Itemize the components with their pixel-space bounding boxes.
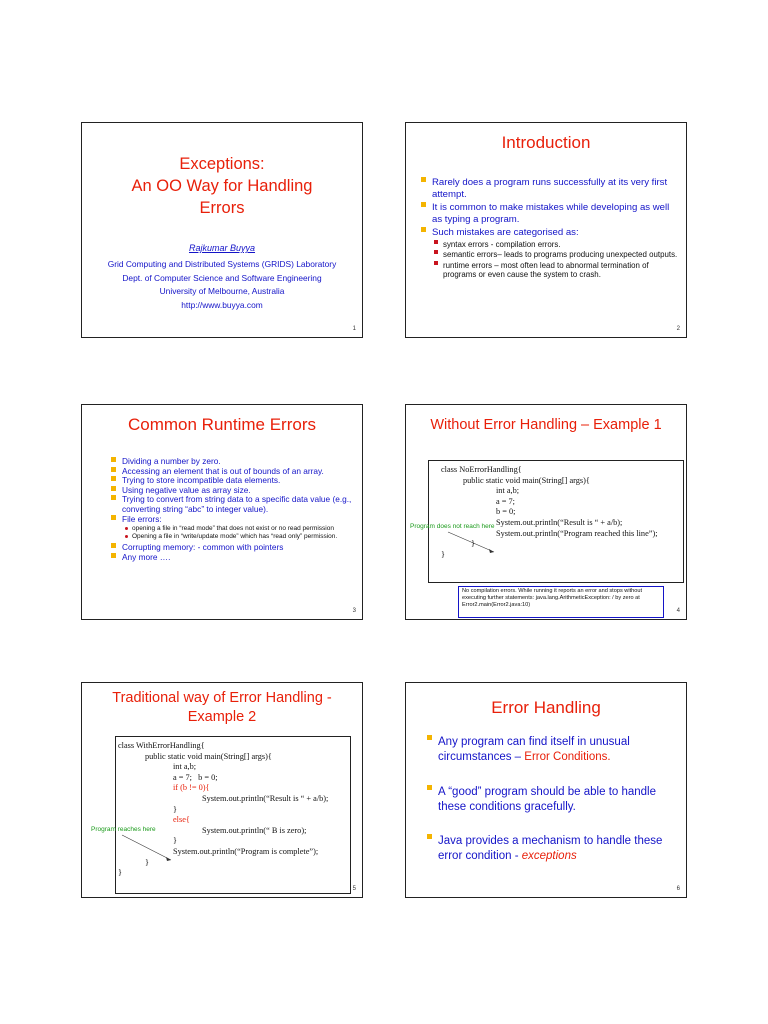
code-line: class WithErrorHandling{ bbox=[118, 741, 205, 750]
title-line: An OO Way for Handling bbox=[131, 177, 313, 195]
error-note: No compilation errors. While running it reports an error and stops without executing further statements: java.lang.ArithmeticException: / by zero at Error2.main(Error2.java:10) bbox=[458, 586, 664, 618]
list-item: Rarely does a program runs successfully at its very first attempt. bbox=[420, 177, 678, 200]
list-item bbox=[426, 735, 676, 765]
list-item: File errors: opening a file in “read mode” that does not exist or no read permission Opening a file in “write/update mode” which has “read only” permission. bbox=[110, 515, 356, 542]
list-item: Dividing a number by zero. bbox=[110, 457, 356, 467]
slide-2-title: Introduction bbox=[501, 133, 591, 152]
code-line: } bbox=[471, 539, 475, 549]
sub-list bbox=[122, 525, 356, 541]
list-item: Trying to convert from string data to a specific data value (e.g., converting string “abc” to integer value). bbox=[110, 495, 356, 514]
title-line: Errors bbox=[199, 199, 245, 217]
bullet-list bbox=[426, 735, 676, 864]
code-line: a = 7; b = 0; bbox=[173, 772, 218, 782]
annotation-label: Program reaches here bbox=[91, 826, 156, 833]
code-line: System.out.println(“Program is complete”); bbox=[173, 846, 319, 856]
bullet-list bbox=[420, 177, 678, 282]
list-item: Trying to store incompatible data elements. bbox=[110, 476, 356, 486]
slide-3-title: Common Runtime Errors bbox=[128, 415, 316, 434]
list-item: Corrupting memory: - common with pointers bbox=[110, 543, 356, 553]
slide-5 bbox=[81, 682, 363, 898]
slide-number: 5 bbox=[352, 886, 356, 892]
slide-number: 4 bbox=[676, 608, 680, 614]
sub-item: runtime errors – most often lead to abnormal termination of programs or even cause the system to crash. bbox=[432, 261, 678, 280]
highlight-text: Error Conditions. bbox=[524, 751, 611, 763]
code-line: public static void main(String[] args){ bbox=[463, 475, 590, 485]
annotation-label: Program does not reach here bbox=[410, 523, 495, 530]
list-item: A “good” program should be able to handle these conditions gracefully. bbox=[426, 785, 676, 815]
code-line: } bbox=[173, 836, 177, 846]
title-line: Traditional way of Error Handling - bbox=[112, 690, 332, 706]
affiliation-line: University of Melbourne, Australia bbox=[159, 286, 285, 296]
slide-3 bbox=[81, 404, 363, 620]
bullet-text: Any program can find itself in unusual circumstances – bbox=[438, 736, 630, 763]
code-line: System.out.println(“Result is “ + a/b); bbox=[496, 517, 623, 527]
slide-1 bbox=[81, 122, 363, 338]
code-line: System.out.println(“Program reached this line”); bbox=[496, 528, 658, 538]
slide-number: 1 bbox=[352, 326, 356, 332]
slide-number: 2 bbox=[676, 326, 680, 332]
affiliation-line: Dept. of Computer Science and Software Engineering bbox=[122, 272, 322, 283]
list-item: It is common to make mistakes while developing as well as typing a program. bbox=[420, 202, 678, 225]
list-item: Such mistakes are categorised as: syntax errors - compilation errors. semantic errors– leads to programs producing unexpected outputs. runtime errors – most often lead to abnormal termination of programs or even cause the system to crash. bbox=[420, 227, 678, 280]
code-line: } bbox=[441, 549, 445, 559]
affiliation bbox=[82, 258, 362, 312]
slide-number: 3 bbox=[352, 608, 356, 614]
code-line: System.out.println(“Result is “ + a/b); bbox=[202, 793, 329, 803]
list-item: Accessing an element that is out of bounds of an array. bbox=[110, 467, 356, 477]
code-line: int a,b; bbox=[173, 762, 197, 772]
sub-item: Opening a file in “write/update mode” which has “read only” permission. bbox=[122, 533, 356, 541]
code-line: int a,b; bbox=[496, 486, 520, 496]
slide-4-title: Without Error Handling – Example 1 bbox=[430, 417, 662, 433]
author-name: Rajkumar Buyya bbox=[188, 243, 256, 253]
slide-1-title bbox=[82, 153, 362, 219]
title-line: Example 2 bbox=[187, 709, 257, 725]
slide-number: 6 bbox=[676, 886, 680, 892]
code-line: public static void main(String[] args){ bbox=[145, 751, 272, 761]
code-line: if (b != 0){ bbox=[173, 783, 210, 793]
slide-6 bbox=[405, 682, 687, 898]
sub-list bbox=[432, 240, 678, 280]
code-line: System.out.println(“ B is zero); bbox=[202, 825, 307, 835]
affiliation-line: Grid Computing and Distributed Systems (GRIDS) Laboratory bbox=[107, 259, 337, 269]
list-item bbox=[426, 834, 676, 864]
website-link[interactable]: http://www.buyya.com bbox=[181, 299, 263, 310]
sub-item: syntax errors - compilation errors. bbox=[432, 240, 678, 250]
bullet-text: Java provides a mechanism to handle these error condition - bbox=[438, 835, 663, 862]
code-line: b = 0; bbox=[496, 507, 516, 517]
code-line: a = 7; bbox=[496, 496, 515, 506]
code-line: } bbox=[173, 804, 177, 814]
code-line: } bbox=[118, 868, 122, 878]
list-item: Any more …. bbox=[110, 553, 356, 563]
slide-6-title: Error Handling bbox=[491, 698, 601, 717]
code-line: else{ bbox=[173, 815, 190, 825]
sub-item: semantic errors– leads to programs producing unexpected outputs. bbox=[432, 250, 678, 260]
code-line: class NoErrorHandling{ bbox=[441, 465, 522, 474]
list-item: Using negative value as array size. bbox=[110, 486, 356, 496]
annotation-arrow bbox=[82, 683, 364, 899]
highlight-text: exceptions bbox=[521, 850, 577, 862]
sub-item: opening a file in “read mode” that does not exist or no read permission bbox=[122, 525, 356, 533]
title-line: Exceptions: bbox=[179, 155, 265, 173]
slide-2 bbox=[405, 122, 687, 338]
code-line: } bbox=[145, 857, 149, 867]
slide-4 bbox=[405, 404, 687, 620]
bullet-list bbox=[110, 457, 356, 562]
